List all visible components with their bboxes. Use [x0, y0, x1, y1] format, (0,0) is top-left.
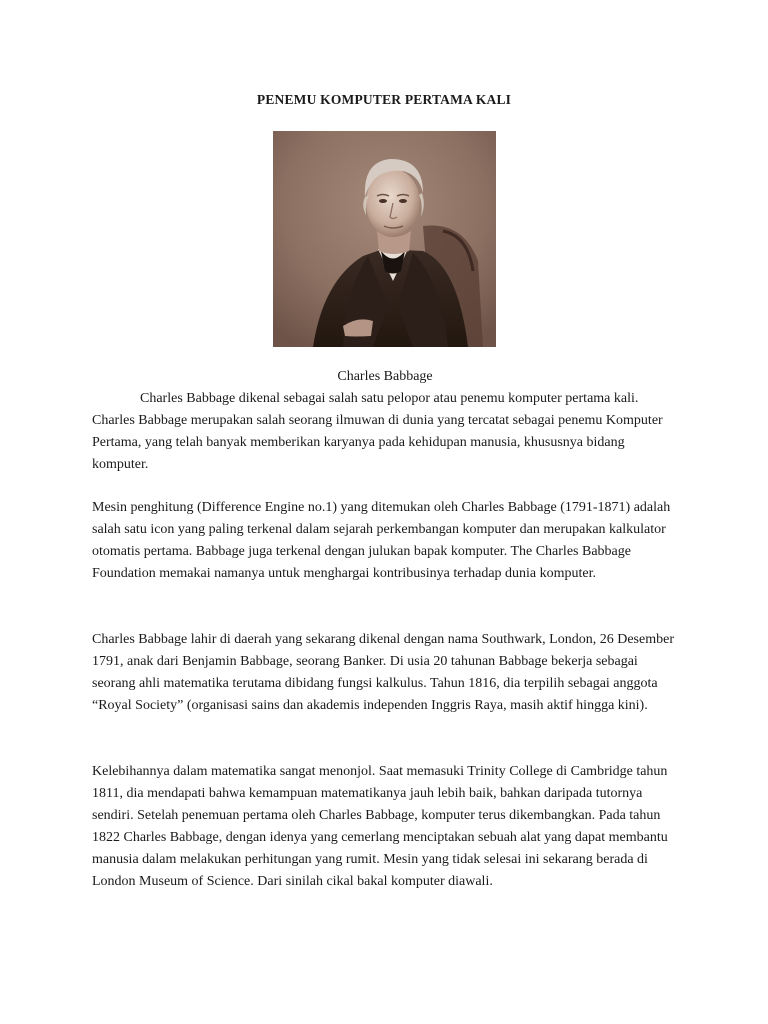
page-title: PENEMU KOMPUTER PERTAMA KALI — [256, 92, 512, 107]
paragraph-achievements — [92, 761, 678, 893]
photo-caption: Charles Babbage — [337, 369, 433, 384]
paragraph-difference-engine — [92, 497, 678, 585]
paragraph-text: Kelebihannya dalam matematika sangat menonjol. Saat memasuki Trinity College di Cambridge tahun 1811, dia mendapati bahwa kemampuan matematikanya jauh lebih baik, bahkan daripada tutornya sendiri. Setelah penemuan pertama oleh Charles Babbage, komputer terus dikembangkan. Pada tahun 1822 Charles Babbage, dengan idenya yang cemerlang menciptakan sebuah alat yang dapat membantu manusia dalam melakukan perhitungan yang rumit. Mesin yang tidak selesai ini sekarang berada di London Museum of Science. Dari sinilah cikal bakal komputer diawali. — [92, 764, 668, 889]
paragraph-text: Charles Babbage lahir di daerah yang sekarang dikenal dengan nama Southwark, London, 26 Desember 1791, anak dari Benjamin Babbage, seorang Banker. Di usia 20 tahunan Babbage bekerja sebagai seorang ahli matematika terutama dibidang fungsi kalkulus. Tahun 1816, dia terpilih sebagai anggota “Royal Society” (organisasi sains dan akademis independen Inggris Raya, masih aktif hingga kini). — [92, 632, 674, 713]
portrait-image — [273, 131, 496, 347]
paragraph-text: Mesin penghitung (Difference Engine no.1) yang ditemukan oleh Charles Babbage (1791-1871) adalah salah satu icon yang paling terkenal dalam sejarah perkembangan komputer dan merupakan kalkulator otomatis pertama. Babbage juga terkenal dengan julukan bapak komputer. The Charles Babbage Foundation memakai namanya untuk menghargai kontribusinya terhadap dunia komputer. — [92, 500, 671, 581]
portrait-photo — [273, 131, 496, 347]
paragraph-biography — [92, 629, 678, 717]
paragraph-text: Charles Babbage dikenal sebagai salah satu pelopor atau penemu komputer pertama kali. Charles Babbage merupakan salah seorang ilmuwan di dunia yang tercatat sebagai penemu Komputer Pertama, yang telah banyak memberikan karyanya pada kehidupan manusia, khususnya bidang komputer. — [92, 391, 663, 472]
paragraph-intro — [92, 388, 678, 476]
